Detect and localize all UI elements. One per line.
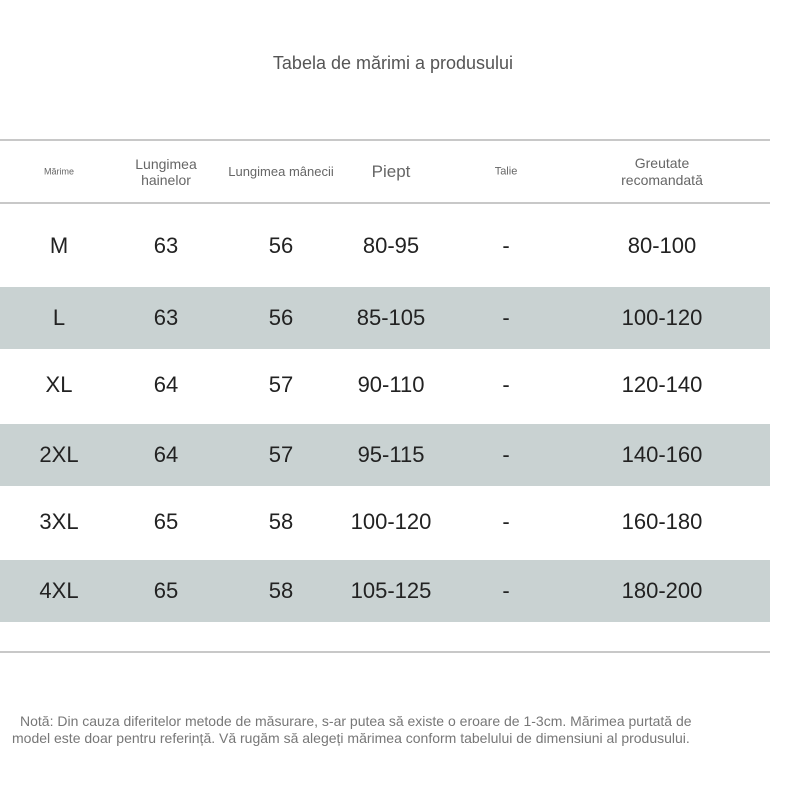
- header-size: Mărime: [43, 166, 75, 176]
- weight-cell: 120-140: [621, 372, 703, 397]
- waist-cell: -: [502, 578, 510, 603]
- chest-cell: 85-105: [356, 305, 426, 330]
- table-row: [0, 287, 770, 349]
- waist-cell: -: [502, 232, 510, 258]
- size-cell: XL: [45, 372, 73, 397]
- sleeve-cell: 57: [268, 372, 294, 397]
- table-row: [0, 560, 770, 622]
- waist-cell: -: [502, 509, 510, 534]
- header-length: Lungimea hainelor: [135, 155, 197, 188]
- sleeve-cell: 58: [268, 578, 294, 603]
- waist-cell: -: [502, 372, 510, 397]
- table-row: [0, 486, 770, 558]
- size-cell: 4XL: [39, 578, 79, 603]
- header-row: [0, 141, 770, 202]
- chest-cell: 105-125: [350, 578, 432, 603]
- length-cell: 64: [153, 372, 179, 397]
- table-row: [0, 204, 770, 287]
- table-row: [0, 349, 770, 421]
- length-cell: 63: [153, 305, 179, 330]
- length-cell: 65: [153, 509, 179, 534]
- note-line: Notă: Din cauza diferitelor metode de măsurare, s-ar putea să existe o eroare de 1-3cm. Mărimea purtată de: [20, 713, 692, 729]
- header-weight: Greutate recomandată: [621, 154, 703, 188]
- sleeve-cell: 56: [268, 232, 294, 258]
- chest-cell: 90-110: [357, 372, 425, 397]
- chest-cell: 100-120: [350, 509, 432, 534]
- table-row: [0, 424, 770, 486]
- weight-cell: 160-180: [621, 509, 703, 534]
- weight-cell: 100-120: [621, 305, 703, 330]
- weight-cell: 140-160: [621, 442, 703, 467]
- page-title: Tabela de mărimi a produsului: [272, 53, 514, 73]
- sleeve-cell: 56: [268, 305, 294, 330]
- header-chest: Piept: [371, 161, 411, 181]
- header-waist: Talie: [494, 165, 518, 177]
- bottom-divider: [0, 651, 770, 653]
- length-cell: 63: [153, 232, 179, 258]
- chest-cell: 95-115: [357, 442, 425, 467]
- length-cell: 65: [153, 578, 179, 603]
- weight-cell: 80-100: [627, 232, 697, 258]
- chest-cell: 80-95: [362, 232, 420, 258]
- waist-cell: -: [502, 305, 510, 330]
- size-cell: 2XL: [39, 442, 79, 467]
- size-cell: M: [49, 232, 69, 258]
- size-cell: 3XL: [39, 509, 79, 534]
- waist-cell: -: [502, 442, 510, 467]
- size-cell: L: [52, 305, 66, 330]
- length-cell: 64: [153, 442, 179, 467]
- sleeve-cell: 58: [268, 509, 294, 534]
- header-sleeve: Lungimea mânecii: [228, 163, 334, 179]
- note-line: model este doar pentru referință. Vă rugăm să alegeți mărimea conform tabelului de dimensiuni al produsului.: [12, 730, 690, 746]
- weight-cell: 180-200: [621, 578, 703, 603]
- sleeve-cell: 57: [268, 442, 294, 467]
